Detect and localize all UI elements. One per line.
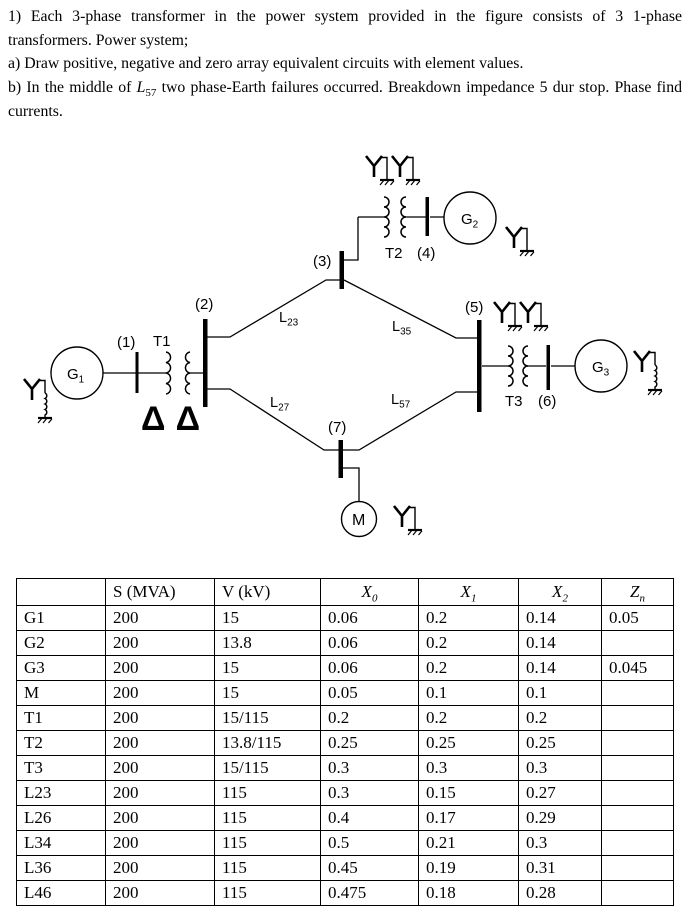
- winding-icon: [523, 346, 528, 386]
- cell: 200: [106, 881, 215, 906]
- cell: 0.19: [419, 856, 519, 881]
- cell: 200: [106, 831, 215, 856]
- cell: L34: [17, 831, 106, 856]
- table-row: [17, 731, 674, 756]
- cell: 0.3: [519, 756, 602, 781]
- cell: 115: [215, 806, 321, 831]
- cell: 0.15: [419, 781, 519, 806]
- winding-icon: [508, 346, 513, 386]
- svg-text:G2: $G_2$: [461, 211, 479, 231]
- motor-m: [342, 468, 377, 537]
- cell: 0.3: [419, 756, 519, 781]
- cell: 0.475: [321, 881, 419, 906]
- problem-line-a: a) Draw positive, negative and zero array equivalent circuits with element values.: [8, 55, 524, 73]
- cell: [602, 631, 674, 656]
- cell: 115: [215, 831, 321, 856]
- parameters-table: [16, 578, 674, 906]
- cell: 15: [215, 681, 321, 706]
- transformer-t2-label: T2: [385, 245, 403, 262]
- cell: 200: [106, 856, 215, 881]
- cell: 0.25: [321, 731, 419, 756]
- cell: L36: [17, 856, 106, 881]
- cell: [602, 856, 674, 881]
- cell: 0.045: [602, 656, 674, 681]
- table-row: [17, 881, 674, 906]
- cell: L23: [17, 781, 106, 806]
- transformer-t3-label: T3: [505, 393, 523, 410]
- cell: 200: [106, 606, 215, 631]
- bus-2: [195, 296, 213, 407]
- bus-5: [465, 299, 483, 412]
- header-x1: $X_1$: [419, 579, 519, 606]
- bus-4: [417, 197, 435, 262]
- cell: M: [17, 681, 106, 706]
- cell: 0.45: [321, 856, 419, 881]
- svg-text:L57: $L_{57}$: [391, 392, 411, 411]
- cell: T1: [17, 706, 106, 731]
- line-l35: [344, 280, 477, 338]
- cell: 0.25: [419, 731, 519, 756]
- svg-text:(3): (3): [313, 253, 332, 270]
- cell: 200: [106, 731, 215, 756]
- svg-text:(7): (7): [328, 419, 347, 436]
- cell: [602, 831, 674, 856]
- header-x0: $X_0$: [321, 579, 419, 606]
- svg-text:(4): (4): [417, 245, 436, 262]
- svg-text:(1): (1): [117, 334, 136, 351]
- cell: 0.3: [321, 756, 419, 781]
- table-row: [17, 631, 674, 656]
- cell: 200: [106, 656, 215, 681]
- cell: 200: [106, 756, 215, 781]
- cell: [602, 756, 674, 781]
- cell: 115: [215, 781, 321, 806]
- wye-neutral-coil-ground-icon: [24, 379, 52, 423]
- winding-icon: [384, 197, 389, 237]
- cell: 200: [106, 781, 215, 806]
- transformer-t3: [482, 346, 575, 386]
- cell: 0.27: [519, 781, 602, 806]
- cell: 0.29: [519, 806, 602, 831]
- cell: 115: [215, 856, 321, 881]
- cell: 13.8: [215, 631, 321, 656]
- svg-text:G1: $G_1$: [67, 366, 85, 386]
- table-header-row: [17, 579, 674, 606]
- cell: 0.2: [519, 706, 602, 731]
- cell: 0.14: [519, 606, 602, 631]
- cell: T3: [17, 756, 106, 781]
- svg-text:L35: $L_{35}$: [392, 319, 412, 338]
- bus-7: [328, 419, 346, 478]
- cell: 0.14: [519, 631, 602, 656]
- bus-6: [538, 345, 556, 410]
- wye-ground-icon: [392, 156, 420, 185]
- cell: 0.06: [321, 631, 419, 656]
- cell: 0.17: [419, 806, 519, 831]
- cell: 0.05: [602, 606, 674, 631]
- bus-1: [117, 334, 139, 393]
- cell: 0.31: [519, 856, 602, 881]
- cell: [602, 806, 674, 831]
- power-system-diagram: [0, 138, 688, 578]
- cell: 0.1: [419, 681, 519, 706]
- line-l23: [206, 280, 340, 337]
- bus-3: [313, 251, 344, 289]
- cell: 0.5: [321, 831, 419, 856]
- cell: [602, 681, 674, 706]
- cell: T2: [17, 731, 106, 756]
- table-row: [17, 806, 674, 831]
- header-v-kv: V (kV): [215, 579, 321, 606]
- cell: 200: [106, 806, 215, 831]
- cell: 0.14: [519, 656, 602, 681]
- cell: L26: [17, 806, 106, 831]
- cell: 200: [106, 681, 215, 706]
- cell: 0.1: [519, 681, 602, 706]
- variable-l57: L: [136, 79, 146, 97]
- table-row: [17, 756, 674, 781]
- delta-delta-label: Δ Δ: [141, 400, 202, 438]
- table-row: [17, 606, 674, 631]
- svg-text:(6): (6): [538, 393, 557, 410]
- cell: 0.2: [419, 656, 519, 681]
- line-l57: [343, 392, 477, 450]
- generator-g3: [575, 340, 627, 392]
- problem-line-1: 1) Each 3-phase transformer in the power system provided in the figure consists of 3 1-phase transformers. Power system;: [8, 8, 682, 49]
- cell: 0.2: [419, 606, 519, 631]
- wye-ground-icon: [394, 506, 422, 535]
- svg-text:L23: $L_{23}$: [279, 310, 299, 329]
- table-row: [17, 856, 674, 881]
- problem-line-b: b) In the middle of $L_{57}$ two phase-Earth failures occurred. Breakdown impedance 5 dur stop. Phase find currents.: [8, 79, 682, 120]
- cell: G3: [17, 656, 106, 681]
- cell: 15/115: [215, 756, 321, 781]
- cell: [602, 881, 674, 906]
- winding-icon: [166, 352, 171, 394]
- cell: 0.25: [519, 731, 602, 756]
- cell: 15: [215, 656, 321, 681]
- svg-text:(2): (2): [195, 296, 214, 313]
- table-row: [17, 681, 674, 706]
- cell: 0.06: [321, 656, 419, 681]
- wye-ground-icon: [506, 227, 534, 256]
- cell: G2: [17, 631, 106, 656]
- svg-text:M: M: [352, 512, 366, 529]
- generator-g1: [51, 347, 103, 399]
- svg-text:(5): (5): [465, 299, 484, 316]
- cell: 115: [215, 881, 321, 906]
- header-x2: $X_2$: [519, 579, 602, 606]
- svg-text:G3: $G_3$: [592, 359, 610, 379]
- winding-icon: [401, 197, 406, 237]
- cell: [602, 731, 674, 756]
- table-row: [17, 656, 674, 681]
- problem-statement: [8, 5, 682, 123]
- table-row: [17, 706, 674, 731]
- wye-ground-icon: [520, 302, 548, 331]
- header-zn: $Z_n$: [602, 579, 674, 606]
- svg-text:L27: $L_{27}$: [270, 395, 290, 414]
- cell: L46: [17, 881, 106, 906]
- cell: 0.2: [419, 706, 519, 731]
- header-blank: [17, 579, 106, 606]
- table-row: [17, 781, 674, 806]
- wye-ground-icon: [494, 302, 522, 331]
- generator-g2: [444, 192, 496, 244]
- cell: 200: [106, 631, 215, 656]
- wye-neutral-coil-ground-icon: [634, 351, 662, 395]
- cell: 0.3: [321, 781, 419, 806]
- header-s-mva: S (MVA): [106, 579, 215, 606]
- cell: [602, 706, 674, 731]
- table-row: [17, 831, 674, 856]
- cell: 13.8/115: [215, 731, 321, 756]
- cell: 0.18: [419, 881, 519, 906]
- cell: 0.2: [419, 631, 519, 656]
- cell: 0.4: [321, 806, 419, 831]
- cell: 0.06: [321, 606, 419, 631]
- cell: 15/115: [215, 706, 321, 731]
- transformer-t1: [103, 352, 203, 394]
- cell: G1: [17, 606, 106, 631]
- cell: 0.2: [321, 706, 419, 731]
- transformer-t1-label: T1: [153, 333, 171, 350]
- cell: 200: [106, 706, 215, 731]
- cell: 15: [215, 606, 321, 631]
- cell: 0.21: [419, 831, 519, 856]
- wye-ground-icon: [366, 156, 394, 185]
- cell: 0.05: [321, 681, 419, 706]
- cell: 0.3: [519, 831, 602, 856]
- winding-icon: [185, 352, 190, 394]
- line-l27: [206, 389, 339, 450]
- cell: [602, 781, 674, 806]
- cell: 0.28: [519, 881, 602, 906]
